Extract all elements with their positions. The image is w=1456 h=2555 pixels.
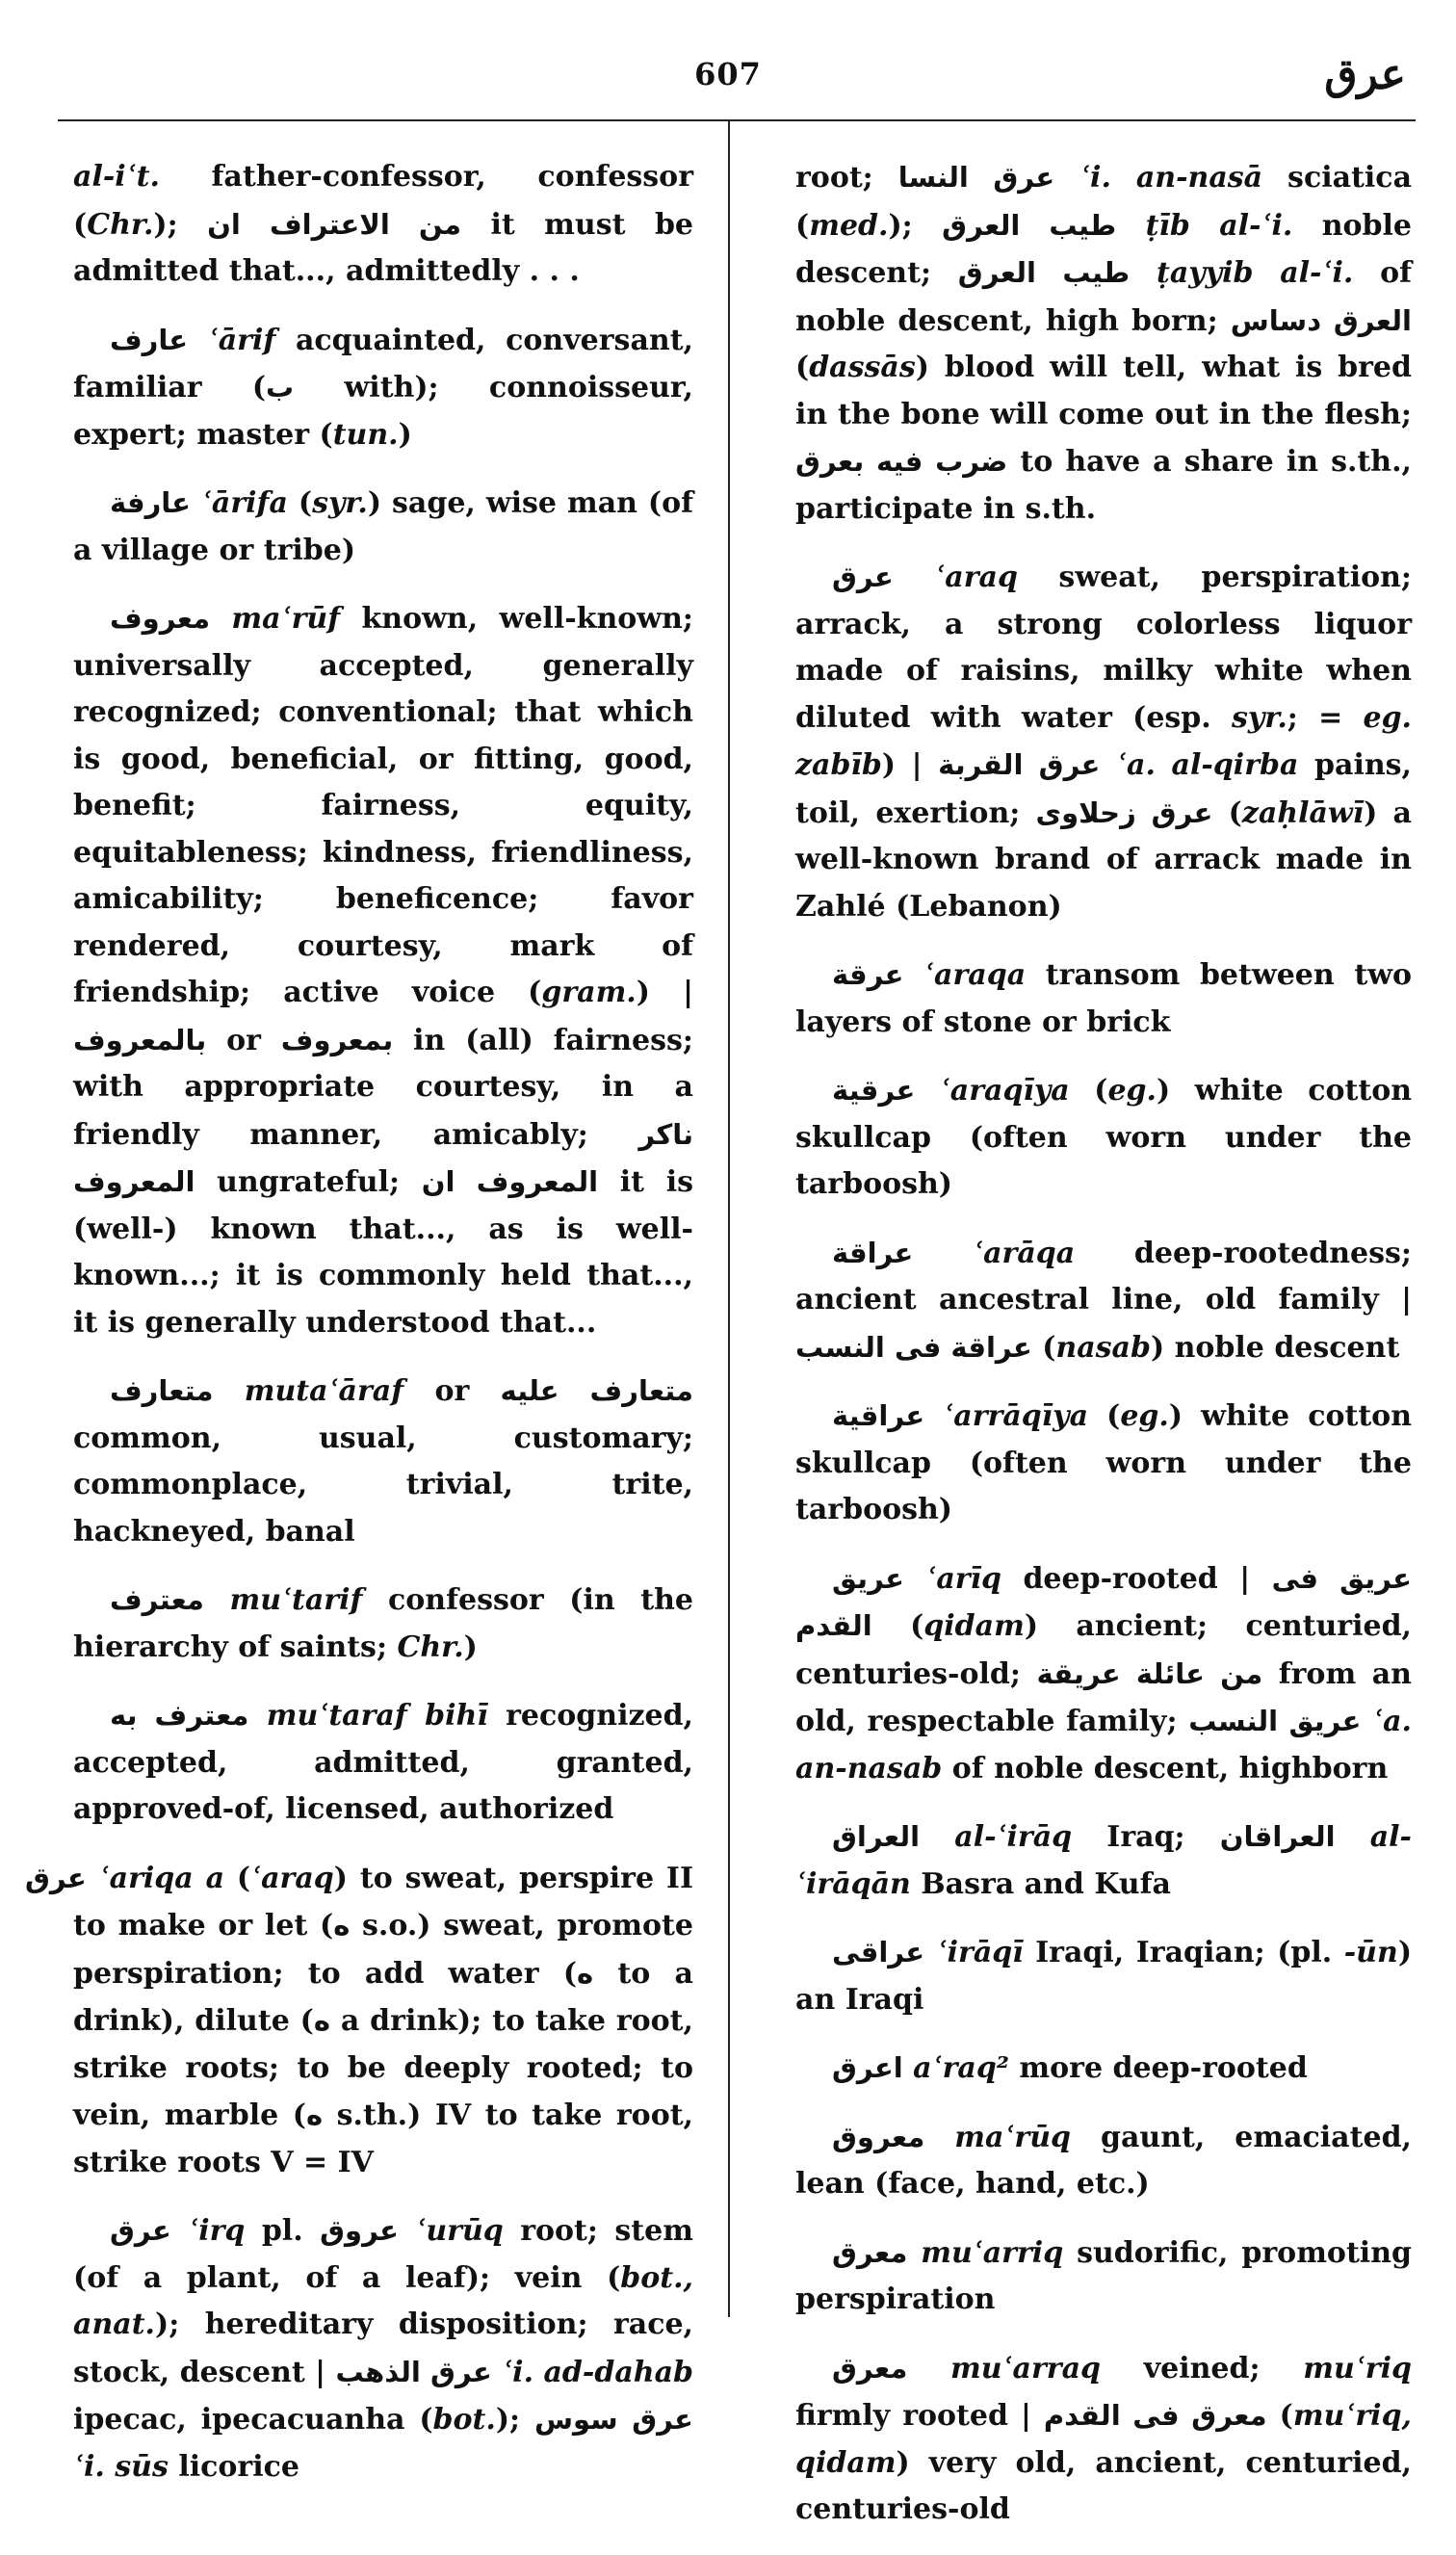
arabic-term: عارفة [110, 486, 191, 519]
transliteration: nasab [1055, 1330, 1151, 1365]
arabic-term: ه [333, 1909, 351, 1942]
definition-text: sciatica ( [795, 161, 1413, 243]
definition-text: ( [871, 1609, 924, 1643]
definition-text: transom between two layers of stone or brick [795, 958, 1413, 1039]
abbreviation: tun. [332, 417, 399, 452]
transliteration: ʿaraq [250, 1861, 334, 1895]
column-divider [728, 121, 730, 2317]
transliteration: ʿārifa [190, 486, 288, 520]
transliteration: -ūn [1343, 1936, 1398, 1969]
definition-text: s.th.) IV to take root, strike roots V = IV [73, 2099, 694, 2179]
definition-text: ( [1069, 1074, 1108, 1108]
definition-text: deep-rooted | [1001, 1561, 1272, 1596]
transliteration: muʿtarif [203, 1583, 363, 1617]
arabic-term: من الاعتراف ان [207, 207, 461, 241]
transliteration: ṭīb al-ʿi. [1116, 208, 1293, 243]
arabic-term: عرق [25, 1861, 87, 1894]
page-number: 607 [694, 56, 762, 92]
transliteration: ṭayyib al-ʿi. [1130, 256, 1354, 290]
arabic-term: عرق سوس [533, 2403, 693, 2436]
dictionary-entry [795, 952, 1412, 1046]
definition-text: ( [1266, 2399, 1293, 2433]
dictionary-entry [795, 2114, 1412, 2208]
abbreviation: eg. zabīb [795, 700, 1412, 782]
header-rule [58, 119, 1416, 121]
definition-text: noble descent; [795, 208, 1412, 290]
definition-text: Iraq; [1072, 1820, 1220, 1854]
dictionary-entry [795, 1555, 1412, 1793]
definition-text: veined; [1101, 2351, 1304, 2386]
abbreviation: med. [809, 208, 889, 243]
definition-text: in (all) fairness; with appropriate courtesy, in a friendly manner, amicably; [73, 1023, 693, 1152]
arabic-term: ناكر المعروف [73, 1117, 693, 1198]
definition-text: acquainted, conversant, familiar ( [73, 323, 693, 404]
arabic-term: العرق دساس [1230, 303, 1412, 337]
dictionary-entry [795, 1230, 1412, 1372]
arabic-term: اعرق [832, 2051, 903, 2084]
dictionary-entry [795, 1067, 1412, 1209]
arabic-term: متعارف عليه [500, 1374, 693, 1407]
transliteration: aʿraq² [902, 2051, 1009, 2085]
dictionary-entry [73, 2207, 693, 2490]
arabic-term: العراقان [1219, 1820, 1336, 1853]
definition-text: sweat, perspiration; arrack, a strong colorless liquor made of raisins, milky white when diluted with water (esp. [795, 561, 1412, 735]
arabic-term: معروف [110, 602, 211, 635]
definition-text: pl. [245, 2214, 321, 2248]
dictionary-entry [73, 595, 693, 1346]
definition-text: a drink); to take root, strike roots; to be deeply rooted; to vein, marble ( [73, 2004, 693, 2132]
arabic-term: معرق فى القدم [1043, 2399, 1267, 2432]
arabic-term: من عائلة عريقة [1036, 1656, 1263, 1690]
arabic-term: عرق النسا [897, 161, 1055, 194]
definition-text: common, usual, customary; commonplace, trivial, trite, hackneyed, banal [73, 1421, 693, 1549]
dictionary-entry [73, 1577, 693, 1671]
dictionary-entry [795, 2229, 1412, 2324]
definition-text: ( [224, 1861, 251, 1895]
transliteration: ʿa. al-qirba [1100, 748, 1299, 782]
transliteration: ʿaraq [893, 561, 1018, 594]
definition-text: ( [1212, 795, 1242, 830]
definition-text: ) to sweat, perspire II to make or let ( [73, 1861, 693, 1942]
arabic-term: عرق [832, 561, 894, 593]
transliteration: muʿriq, qidam [795, 2399, 1412, 2480]
transliteration: ʿaraqīya [915, 1074, 1070, 1108]
arabic-term: عراقية [832, 1399, 925, 1432]
transliteration: muʿriq [1303, 2351, 1412, 2386]
transliteration: maʿrūq [924, 2120, 1072, 2154]
definition-text: root; stem (of a plant, of a leaf); vein ( [73, 2214, 693, 2295]
arabic-term: ه [577, 1956, 594, 1990]
arabic-term: بمعروف [280, 1023, 394, 1056]
arabic-term: العراق [832, 1820, 921, 1853]
dictionary-entry [73, 480, 693, 574]
definition-text: ) a well-known brand of arrack made in Zahlé (Lebanon) [795, 795, 1412, 924]
transliteration: ʿarāqa [913, 1236, 1076, 1270]
transliteration: al-ʿirāqān [795, 1820, 1412, 1901]
dictionary-entry [73, 1692, 693, 1834]
arabic-term: معرق [832, 2351, 908, 2385]
definition-text: to a drink), dilute ( [73, 1956, 693, 2038]
transliteration: ʿārif [188, 323, 276, 357]
definition-text: licorice [168, 2449, 299, 2484]
definition-text: ; = [1287, 700, 1364, 735]
dictionary-entry [795, 1393, 1412, 1534]
transliteration: ʿi. an-nasā [1054, 161, 1263, 195]
transliteration: ʿaraqa [903, 958, 1027, 992]
transliteration: ʿi. ad-dahab [491, 2355, 693, 2389]
definition-text: ) white cotton skullcap (often worn under the tarboosh) [795, 1074, 1413, 1201]
dictionary-entry [795, 2345, 1412, 2534]
abbreviation: Chr. [87, 207, 154, 242]
right-column [795, 154, 1412, 2555]
arabic-term: معترف [110, 1583, 204, 1616]
page-header [0, 0, 1456, 135]
continued-entry [73, 154, 693, 296]
transliteration: maʿrūf [210, 602, 341, 636]
definition-text: firmly rooted | [795, 2399, 1044, 2433]
definition-text: ) ancient; centuried, centuries-old; [795, 1609, 1413, 1691]
definition-text: ) an Iraqi [795, 1936, 1413, 2017]
transliteration: ʿi. sūs [73, 2449, 169, 2484]
arabic-term: عراقى [832, 1936, 925, 1968]
definition-text: with); connoisseur, expert; master ( [73, 371, 693, 452]
arabic-term: طيب العرق [942, 208, 1117, 242]
arabic-term: عراقة [832, 1236, 914, 1269]
transliteration: ʿa. an-nasab [795, 1705, 1412, 1786]
arabic-term: عريق [832, 1561, 904, 1595]
definition-text: sudorific, promoting perspiration [795, 2235, 1412, 2316]
definition-text: pains, toil, exertion; [795, 748, 1412, 830]
transliteration: ʿariqa a [86, 1861, 225, 1895]
transliteration: al-ʿirāq [920, 1820, 1073, 1854]
definition-text: Iraqi, Iraqian; (pl. [1023, 1936, 1344, 1969]
arabic-term: متعارف [110, 1374, 214, 1407]
transliteration: ʿirāqī [924, 1936, 1024, 1969]
arabic-term: عروق [320, 2214, 399, 2247]
definition-text: ( [1088, 1399, 1121, 1433]
definition-text: known, well-known; universally accepted, generally recognized; conventional; that which is good, beneficial, or fitting, good, benefit; fairness, equity, equitableness; kindness, friendliness, amicability; beneficence; favor rendered, courtesy, mark of friendship; active voice ( [73, 602, 693, 1009]
arabic-term: طيب العرق [957, 256, 1131, 289]
transliteration: zaḥlāwī [1241, 795, 1365, 830]
arabic-term: ضرب فيه بعرق [795, 445, 1008, 478]
arabic-term: بالمعروف [73, 1023, 207, 1056]
arabic-term: معرق [832, 2235, 908, 2269]
definition-text: ( [1031, 1330, 1056, 1365]
arabic-term: عرقية [832, 1074, 916, 1107]
definition-text: gaunt, emaciated, lean (face, hand, etc.) [795, 2120, 1412, 2201]
definition-text: ) noble descent [1150, 1330, 1400, 1365]
transliteration: muʿarraq [907, 2351, 1101, 2386]
abbreviation: syr. [1231, 700, 1287, 735]
definition-text: it must be admitted that..., admittedly . . . [73, 207, 694, 288]
arabic-term: عراقة فى النسب [795, 1330, 1032, 1364]
definition-text: recognized, accepted, admitted, granted, approved-of, licensed, authorized [73, 1699, 694, 1826]
definition-text: or [403, 1374, 501, 1408]
definition-text: deep-rootedness; ancient ancestral line, old family | [795, 1236, 1412, 1317]
definition-text: ); [495, 2403, 534, 2437]
arabic-term: ب [266, 371, 295, 404]
definition-text: root; [795, 161, 898, 195]
definition-text: ) | [881, 748, 939, 782]
definition-text: ) very old, ancient, centuried, centuries-old [795, 2445, 1412, 2526]
definition-text: more deep-rooted [1008, 2051, 1308, 2085]
arabic-term: عرق الذهب [335, 2355, 492, 2388]
transliteration: dassās [809, 351, 916, 384]
definition-text: ipecac, ipecacuanha ( [73, 2403, 433, 2437]
definition-text: ) [398, 417, 412, 452]
dictionary-entry [795, 554, 1412, 930]
abbreviation: eg. [1120, 1399, 1169, 1433]
definition-text: to have a share in s.th., participate in s.th. [795, 445, 1412, 526]
transliteration: ʿurūq [398, 2214, 504, 2248]
abbreviation: eg. [1107, 1074, 1157, 1108]
abbreviation: Chr. [397, 1629, 464, 1664]
definition-text: ) [463, 1629, 478, 1664]
definition-text: from an old, respectable family; [795, 1656, 1412, 1738]
abbreviation: bot., anat. [73, 2260, 693, 2341]
dictionary-entry [795, 1929, 1412, 2023]
arabic-term: عرق القربة [938, 748, 1101, 781]
definition-text: of noble descent, highborn [942, 1751, 1389, 1786]
arabic-term: عرقة [832, 958, 904, 991]
arabic-term: عرق [110, 2214, 171, 2247]
definition-text: it is (well-) known that..., as is well-known...; it is commonly held that..., it is generally understood that... [73, 1165, 693, 1340]
dictionary-entry [795, 2045, 1412, 2093]
definition-text: ( [287, 486, 313, 520]
definition-text: ) | [636, 976, 693, 1009]
arabic-term: ه [305, 2099, 324, 2131]
arabic-term: عريق فى القدم [795, 1561, 1412, 1642]
continued-entry [795, 154, 1412, 533]
definition-text: ) white cotton skullcap (often worn under the tarboosh) [795, 1399, 1413, 1526]
root-entry [25, 1855, 693, 2187]
dictionary-entry [795, 1813, 1412, 1908]
transliteration: ʿarrāqīya [924, 1399, 1089, 1433]
arabic-term: عارف [110, 323, 189, 356]
transliteration: muʿtaraf bihī [248, 1699, 488, 1733]
arabic-term: معروق [832, 2120, 925, 2153]
dictionary-entry [73, 317, 693, 459]
header-root-word: عرق [1324, 50, 1406, 99]
arabic-term: المعروف ان [421, 1165, 599, 1198]
transliteration: al-iʿt. [73, 160, 160, 194]
definition-text: father-confessor, confessor ( [73, 160, 693, 242]
definition-text: ungrateful; [195, 1165, 422, 1199]
definition-text: ); hereditary disposition; race, stock, descent | [73, 2307, 693, 2389]
arabic-term: عرق زحلاوى [1035, 795, 1213, 829]
definition-text: confessor (in the hierarchy of saints; [73, 1583, 693, 1664]
definition-text: Basra and Kufa [910, 1866, 1171, 1901]
definition-text: or [206, 1023, 281, 1057]
arabic-term: عريق النسب [1188, 1705, 1362, 1737]
definition-text: s.o.) sweat, promote perspiration; to add water ( [73, 1909, 693, 1991]
definition-text: ); [153, 207, 208, 242]
transliteration: ʿirq [170, 2214, 246, 2248]
definition-text: of noble descent, high born; [795, 256, 1412, 338]
arabic-term: ه [313, 2004, 330, 2037]
dictionary-entry [73, 1368, 693, 1555]
definition-text: ( [795, 351, 810, 384]
transliteration: muʿarriq [907, 2235, 1064, 2270]
transliteration: mutaʿāraf [213, 1374, 404, 1408]
definition-text: ); [888, 208, 943, 243]
abbreviation: gram. [541, 976, 637, 1009]
transliteration: ʿarīq [903, 1561, 1001, 1596]
definition-text: ) blood will tell, what is bred in the bone will come out in the flesh; [795, 351, 1412, 431]
arabic-term: معترف به [110, 1699, 249, 1732]
left-column [25, 154, 694, 2512]
abbreviation: syr. [312, 486, 368, 520]
abbreviation: bot. [432, 2403, 496, 2437]
definition-text: ) sage, wise man (of a village or tribe) [73, 486, 694, 567]
transliteration: qidam [923, 1609, 1025, 1643]
